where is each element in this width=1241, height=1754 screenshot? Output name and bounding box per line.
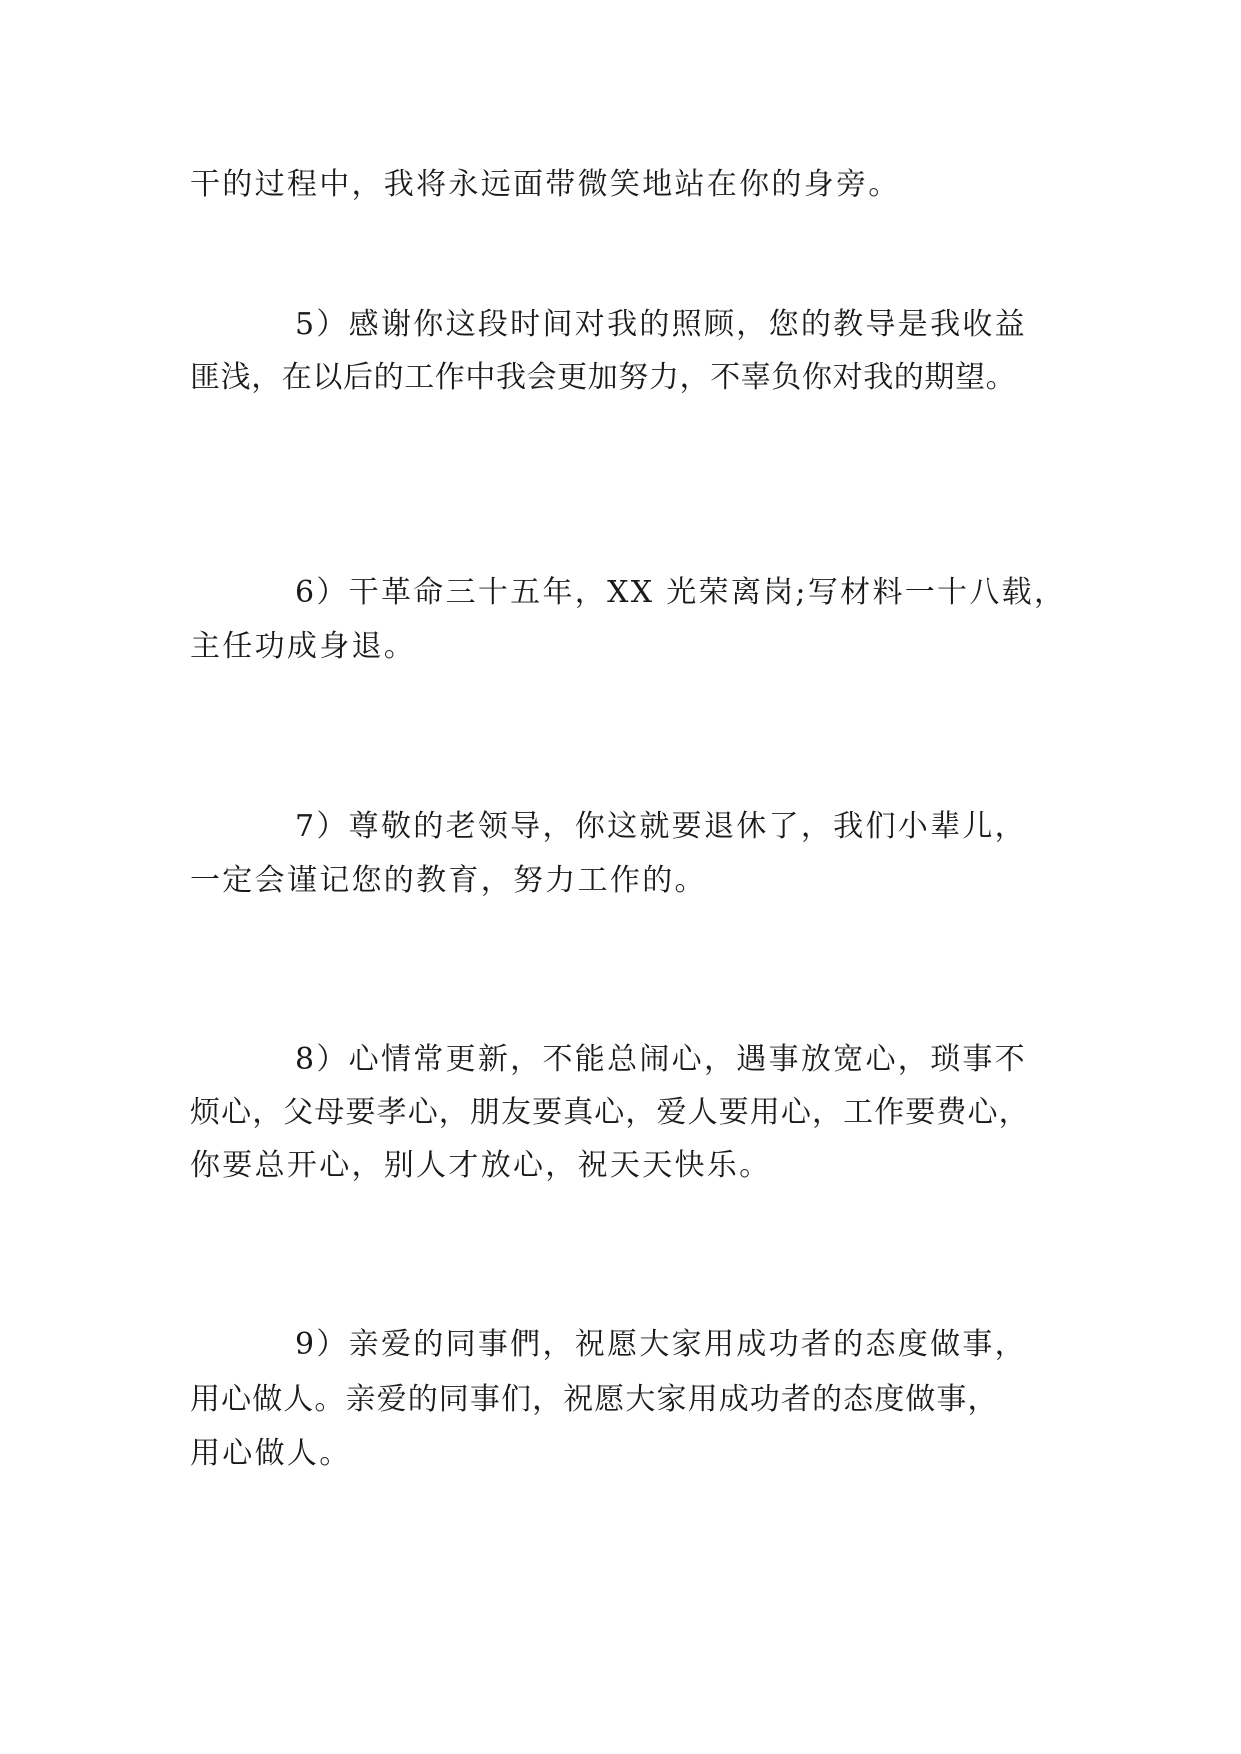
paragraph-8-line-3: 你要总开心，别人才放心，祝天天快乐。 [190,1148,772,1183]
paragraph-8-line-2: 烦心，父母要孝心，朋友要真心，爱人要用心，工作要费心， [190,1095,1030,1130]
paragraph-9-line-3: 用心做人。 [190,1436,352,1471]
paragraph-9-line-2: 用心做人。亲爱的同事们，祝愿大家用成功者的态度做事， [190,1382,999,1417]
paragraph-6-line-2: 主任功成身退。 [190,629,417,664]
paragraph-5-line-2: 匪浅，在以后的工作中我会更加努力，不辜负你对我的期望。 [190,360,1017,395]
paragraph-5-line-1: 5）感谢你这段时间对我的照顾，您的教导是我收益 [295,307,1027,342]
paragraph-9-line-1: 9）亲爱的同事們，祝愿大家用成功者的态度做事， [295,1327,1027,1362]
paragraph-4-line-1: 干的过程中，我将永远面带微笑地站在你的身旁。 [190,167,901,202]
paragraph-6-line-1: 6）干革命三十五年，XX 光荣离岗;写材料一十八载， [295,575,1067,610]
paragraph-7-line-2: 一定会谨记您的教育，努力工作的。 [190,863,707,898]
paragraph-8-line-1: 8）心情常更新，不能总闹心，遇事放宽心，琐事不 [295,1042,1027,1077]
paragraph-7-line-1: 7）尊敬的老领导，你这就要退休了，我们小辈儿， [295,809,1027,844]
